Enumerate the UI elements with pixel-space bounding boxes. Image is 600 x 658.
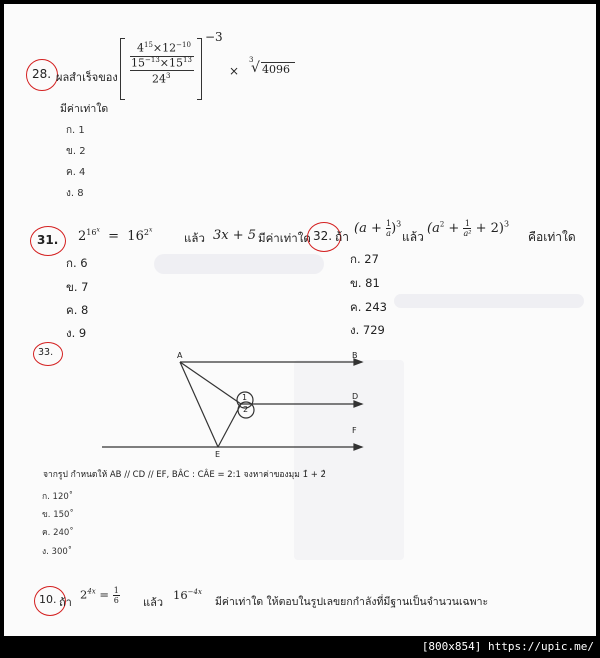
q10-base2: 16 bbox=[173, 588, 188, 602]
q32-option-a[interactable]: ก. 27 bbox=[350, 252, 379, 266]
q10-condition bbox=[80, 586, 120, 605]
q33-label-f: F bbox=[352, 426, 357, 435]
q28-mid-times-exp: 13 bbox=[183, 56, 192, 64]
q10-target bbox=[173, 588, 202, 602]
q28-suffix: มีค่าเท่าใด bbox=[60, 103, 109, 115]
q33-statement: จากรูป กำหนดให้ AB // CD // EF, BÂC : CÂE = 2:1 จงหาค่าของมุม 1̂ + 2̂ bbox=[43, 470, 326, 480]
q28-radical-icon: √ bbox=[251, 60, 260, 76]
q28-num-times: ×12 bbox=[152, 41, 177, 55]
q10-number: 10. bbox=[39, 593, 57, 606]
q32-frac2-num: 1 bbox=[464, 219, 470, 228]
q28-option-d[interactable]: ง. 8 bbox=[66, 188, 84, 199]
q10-exp2: −4x bbox=[187, 588, 202, 597]
q32-expr2-tail: + 2) bbox=[471, 221, 504, 236]
q28-number: 28. bbox=[32, 67, 52, 81]
q32-expr2-plus: + bbox=[444, 221, 464, 236]
q28-prefix: ผลสำเร็จของ bbox=[56, 71, 118, 84]
q33-geometry-figure bbox=[4, 4, 596, 636]
q32-exp2: 3 bbox=[503, 219, 510, 229]
q33-label-e: E bbox=[215, 450, 221, 459]
q31-lhs-exp-var: x bbox=[96, 226, 100, 233]
arrow-f-icon bbox=[354, 444, 362, 450]
q10-exp: 4x bbox=[87, 587, 96, 596]
q28-times-sign: × bbox=[229, 64, 240, 78]
q28-den-base: 24 bbox=[152, 72, 166, 86]
q28-num-base: 4 bbox=[137, 41, 144, 55]
q31-option-a[interactable]: ก. 6 bbox=[66, 256, 88, 270]
q33-option-d[interactable]: ง. 300˚ bbox=[42, 547, 73, 557]
q31-expression: 3x + 5 bbox=[213, 228, 257, 243]
q32-prefix: ถ้า bbox=[335, 230, 350, 244]
q32-suffix: คือเท่าใด bbox=[528, 230, 576, 244]
q28-option-b[interactable]: ข. 2 bbox=[66, 146, 86, 157]
q33-label-a: A bbox=[177, 351, 183, 360]
q32-option-d[interactable]: ง. 729 bbox=[350, 323, 385, 337]
q33-label-angle-1: 1 bbox=[242, 393, 248, 402]
q31-then: แล้ว bbox=[184, 231, 205, 245]
q31-equals: = bbox=[108, 228, 120, 244]
arrow-d-icon bbox=[354, 401, 362, 407]
q32-expr1-open: (a + bbox=[354, 221, 386, 236]
q33-option-b[interactable]: ข. 150˚ bbox=[42, 510, 74, 520]
q32-option-c[interactable]: ค. 243 bbox=[350, 300, 387, 314]
q10-frac-den: 6 bbox=[113, 596, 119, 605]
q33-number: 33. bbox=[38, 347, 54, 358]
q28-num-exp: 15 bbox=[144, 41, 153, 49]
q31-suffix: มีค่าเท่าใด bbox=[258, 231, 311, 245]
q28-mid-base: 15 bbox=[131, 56, 145, 70]
q10-suffix: มีค่าเท่าใด ให้ตอบในรูปเลขยกกำลังที่มีฐานเป็นจำนวนเฉพาะ bbox=[215, 596, 489, 608]
q10-frac-num: 1 bbox=[113, 586, 119, 595]
q10-then: แล้ว bbox=[143, 596, 164, 609]
q32-exp1: 3 bbox=[396, 219, 402, 229]
q32-expr2-sq: 2 bbox=[439, 220, 445, 229]
q31-lhs-exp: 16 bbox=[86, 227, 97, 237]
q32-expr1-close: ) bbox=[391, 221, 397, 236]
q33-option-a[interactable]: ก. 120˚ bbox=[42, 492, 74, 502]
q32-number: 32. bbox=[313, 229, 333, 243]
q33-option-c[interactable]: ค. 240˚ bbox=[42, 528, 74, 538]
q32-frac1-den: a bbox=[386, 229, 391, 238]
upic-watermark: [800x854] https://upic.me/ bbox=[421, 640, 594, 653]
q32-option-b[interactable]: ข. 81 bbox=[350, 276, 380, 290]
q33-label-d: D bbox=[352, 392, 359, 401]
q28-den-exp: 3 bbox=[166, 72, 171, 80]
q10-prefix: ถ้า bbox=[59, 596, 72, 609]
q28-mid-times: ×15 bbox=[159, 56, 183, 70]
q32-expr2-open: (a bbox=[427, 221, 440, 236]
q28-option-a[interactable]: ก. 1 bbox=[66, 125, 85, 136]
q31-rhs-base: 16 bbox=[127, 228, 144, 244]
q33-label-b: B bbox=[352, 351, 358, 360]
q10-equals: = bbox=[99, 587, 110, 602]
q31-number: 31. bbox=[37, 233, 59, 247]
q28-root-index: 3 bbox=[249, 56, 254, 64]
q31-rhs-exp: 2 bbox=[143, 227, 149, 237]
q31-lhs-base: 2 bbox=[78, 228, 87, 244]
q32-frac2-den: a² bbox=[463, 229, 472, 238]
q28-outer-exponent: −3 bbox=[205, 30, 223, 44]
q32-frac1-num: 1 bbox=[385, 219, 392, 228]
q28-root-value: 4096 bbox=[262, 63, 290, 76]
q33-label-angle-2: 2 bbox=[243, 405, 249, 414]
q10-base: 2 bbox=[80, 587, 88, 602]
q28-option-c[interactable]: ค. 4 bbox=[66, 167, 86, 178]
q32-then: แล้ว bbox=[402, 230, 424, 244]
q10-fraction bbox=[113, 586, 120, 605]
q31-rhs-exp-var: x bbox=[148, 226, 153, 233]
worksheet-page bbox=[4, 4, 596, 636]
q31-option-b[interactable]: ข. 7 bbox=[66, 280, 89, 294]
q28-num-times-exp: −10 bbox=[176, 41, 191, 49]
q31-option-d[interactable]: ง. 9 bbox=[66, 326, 87, 340]
footer-bar bbox=[0, 636, 600, 658]
q31-option-c[interactable]: ค. 8 bbox=[66, 303, 89, 317]
q28-mid-exp: −13 bbox=[145, 56, 160, 64]
